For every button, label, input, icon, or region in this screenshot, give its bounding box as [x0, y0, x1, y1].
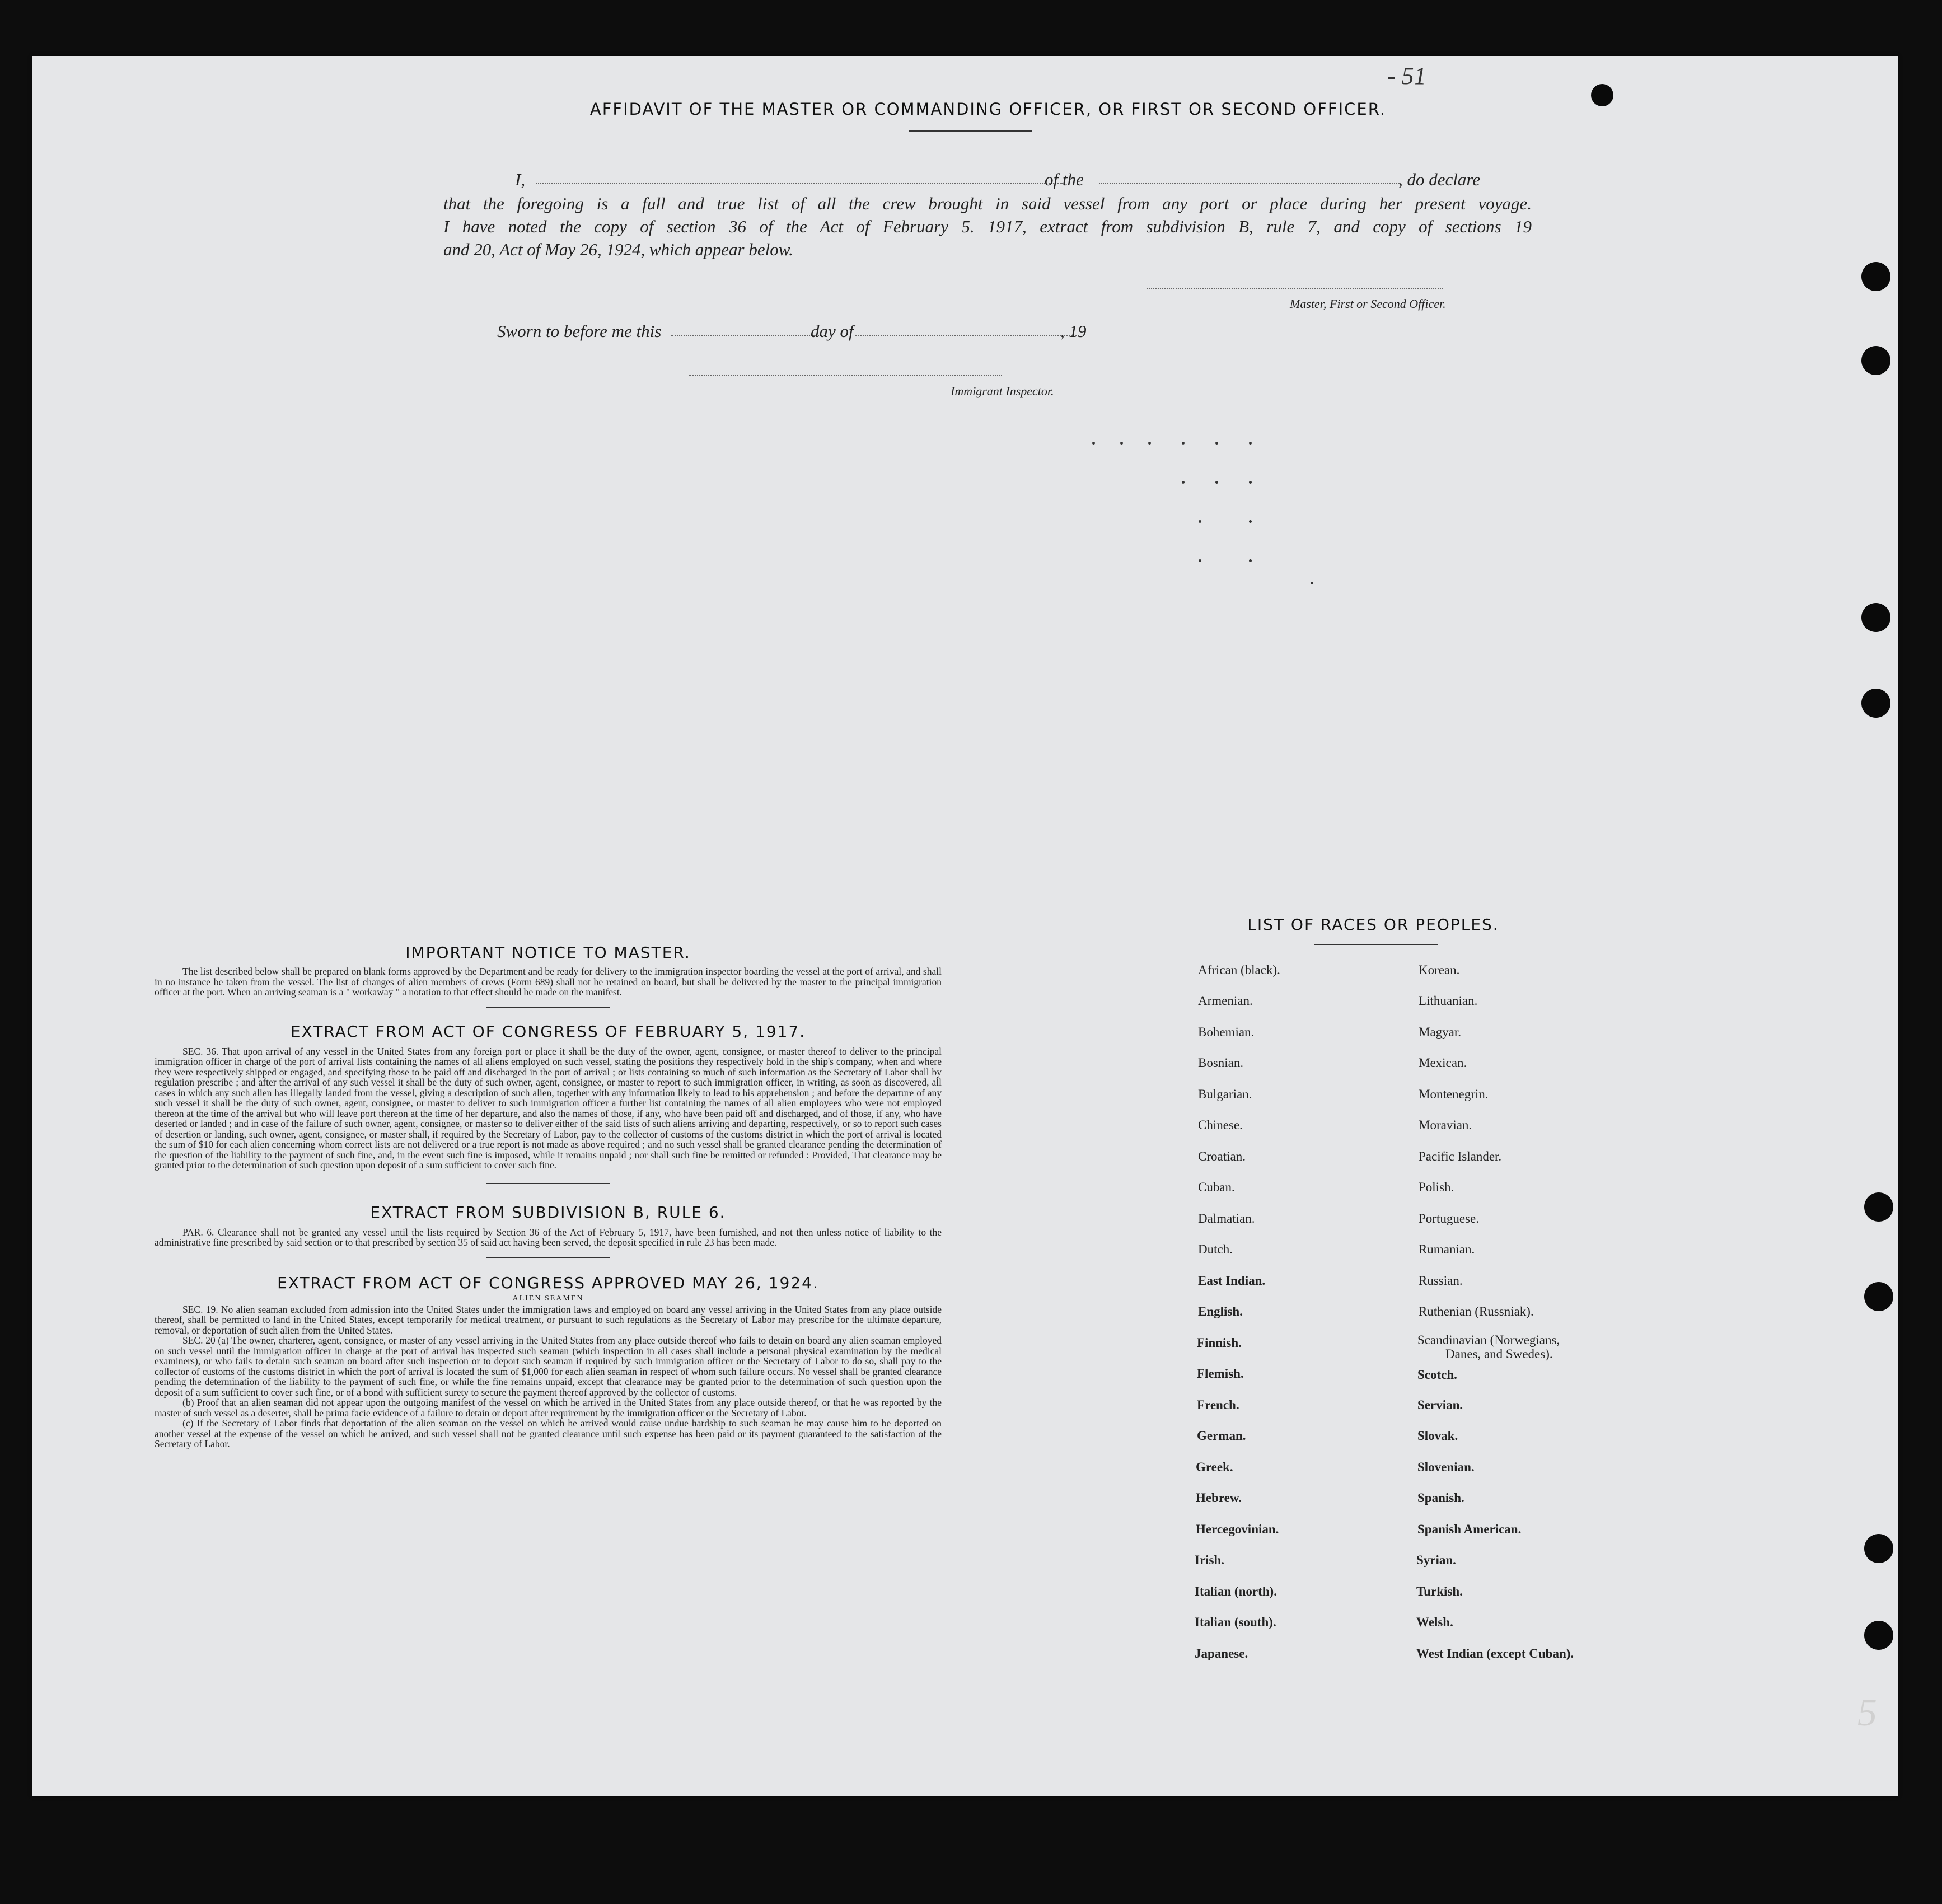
divider [486, 1007, 610, 1008]
speck [1182, 481, 1185, 484]
race-item: Ruthenian (Russniak). [1419, 1304, 1534, 1318]
speck [1249, 559, 1252, 562]
legal-column [155, 943, 942, 1449]
affidavit-of-the-label: of the [1045, 170, 1084, 189]
vessel-blank [1099, 183, 1401, 184]
speck [1249, 481, 1252, 484]
binder-hole [1864, 1534, 1893, 1563]
affidavit-line-2: that the foregoing is a full and true list of all the crew brought in said vessel from any port or place during her present voyage. [443, 194, 1532, 213]
inspector-signature-line [689, 375, 1002, 376]
race-item: Magyar. [1419, 1025, 1462, 1039]
race-item: Syrian. [1416, 1553, 1456, 1567]
race-item: Croatian. [1198, 1149, 1246, 1163]
sworn-label: Sworn to before me this [497, 321, 662, 341]
race-item: Irish. [1195, 1553, 1225, 1567]
speck [1199, 520, 1201, 523]
binder-hole [1864, 1282, 1893, 1311]
speck [1182, 442, 1185, 445]
document-page [32, 56, 1898, 1796]
race-item: Spanish American. [1417, 1522, 1522, 1536]
notice-title: IMPORTANT NOTICE TO MASTER. [405, 943, 691, 962]
speck [1249, 442, 1252, 445]
speck [1148, 442, 1151, 445]
speck [1311, 582, 1313, 584]
subdivision-b-text [155, 1227, 942, 1248]
affidavit-declare-label: , do declare [1398, 170, 1481, 189]
master-signature-label: Master, First or Second Officer. [1290, 297, 1446, 311]
race-item: Servian. [1417, 1398, 1463, 1412]
race-item: Bulgarian. [1198, 1087, 1252, 1101]
extract-1924-paragraph: (c) If the Secretary of Labor finds that deportation of the alien seaman on the vessel on which he arrived would cause undue hardship to such seaman he may cause him to be deported on another vessel at the expense of the vessel on which he arrived, and such vessel shall not be granted clearance until such expense has been paid or its payment guaranteed to the satisfaction of the Secretary of Labor. [155, 1418, 942, 1449]
race-item: German. [1197, 1429, 1246, 1443]
races-title: LIST OF RACES OR PEOPLES. [1247, 915, 1499, 934]
race-item: Korean. [1419, 963, 1460, 977]
race-item: Danes, and Swedes). [1445, 1347, 1553, 1361]
race-item: Portuguese. [1419, 1211, 1479, 1225]
race-item: Rumanian. [1419, 1242, 1475, 1256]
notice-text [155, 966, 942, 998]
race-item: Mexican. [1419, 1056, 1467, 1070]
race-item: Bohemian. [1198, 1025, 1255, 1039]
race-item: Scotch. [1417, 1368, 1457, 1382]
race-item: Hebrew. [1196, 1491, 1242, 1505]
race-item: Turkish. [1416, 1584, 1463, 1598]
race-item: African (black). [1198, 963, 1280, 977]
extract-1924-title: EXTRACT FROM ACT OF CONGRESS APPROVED MAY 26, 1924. [277, 1273, 819, 1292]
divider [486, 1257, 610, 1258]
race-item: French. [1197, 1398, 1239, 1412]
extract-1917-title: EXTRACT FROM ACT OF CONGRESS OF FEBRUARY 5, 1917. [290, 1022, 806, 1041]
binder-hole [1864, 1192, 1893, 1222]
race-item: Finnish. [1197, 1336, 1242, 1350]
speck [1215, 481, 1218, 484]
race-item: Russian. [1419, 1274, 1463, 1288]
subdivision-b-paragraph: PAR. 6. Clearance shall not be granted any vessel until the lists required by Section 36 of the Act of February 5, 1917, have been furnished, and not then unless notice of liability to the administrative fine prescribed by said section or to that prescribed by section 35 of said act having been served, the deposit specified in rule 23 has been made. [155, 1226, 942, 1248]
speck [1092, 442, 1095, 445]
notice-paragraph: The list described below shall be prepared on blank forms approved by the Department and be ready for delivery to the immigration inspector boarding the vessel at the port of arrival, and shall in no instance be taken from the vessel. The list of changes of alien members of crews (Form 689) shall not be retained on board, but shall be delivered by the master to the principal immigration officer at the port. When an arriving seaman is a " workaway " a notation to that effect should be made on the manifest. [155, 966, 942, 998]
extract-1924-text [155, 1304, 942, 1449]
race-item: Pacific Islander. [1419, 1149, 1502, 1163]
top-scrawl: - 51 [1387, 62, 1426, 90]
race-item: West Indian (except Cuban). [1416, 1646, 1574, 1660]
race-item: Greek. [1196, 1460, 1233, 1474]
race-item: Italian (north). [1195, 1584, 1277, 1598]
race-item: Flemish. [1197, 1367, 1244, 1381]
binder-hole [1864, 1621, 1893, 1650]
month-blank [855, 335, 1077, 336]
affidavit-i-label: I, [515, 170, 526, 189]
speck [1215, 442, 1218, 445]
affidavit-line-4: and 20, Act of May 26, 1924, which appear below. [443, 240, 793, 259]
year-label: , 19 [1060, 321, 1087, 341]
divider [486, 1183, 610, 1184]
extract-1917-text [155, 1046, 942, 1171]
binder-hole [1861, 262, 1890, 291]
race-item: Italian (south). [1195, 1615, 1276, 1629]
extract-1917-paragraph: SEC. 36. That upon arrival of any vessel in the United States from any foreign port or place it shall be the duty of the owner, agent, consignee, or master thereof to deliver to the principal immigration officer in charge of the port of arrival lists containing the names of all aliens employed on such vessel, stating the positions they respectively hold in the ship's company, when and where they were respectively shipped or engaged, and specifying those to be paid off and discharged in the port of arrival ; or lists containing so much of such information as the Secretary of Labor shall by regulation prescribe ; and after the arrival of any such vessel it shall be the duty of such owner, agent, consignee, or master to report to such immigration officer, in writing, as soon as discovered, all cases in which any such alien has illegally landed from the vessel, giving a description of such alien, together with any information likely to lead to his apprehension ; and before the departure of any such vessel it shall be the duty of such owner, agent, consignee, or master to deliver to such immigration officer a further list containing the names of all alien employees who were not employed thereon at the time of the arrival but who will leave port thereon at the time of her departure, and also the names of those, if any, who have been paid off and discharged, and of those, if any, who have deserted or landed ; and in case of the failure of such owner, agent, consignee, or master so to deliver either of the said lists of such aliens arriving and departing, respectively, or so to report such cases of desertion or landing, such owner, agent, consignee, or master shall, if required by the Secretary of Labor, pay to the collector of customs of the customs district in which the port of arrival is located the sum of $10 for each alien concerning whom correct lists are not delivered or a true report is not made as above required ; and no such vessel shall be granted clearance pending the determination of the question of the liability to the payment of such fine, and, in the event such fine is imposed, while it remains unpaid ; nor shall such fine be remitted or refunded : Provided, That clearance may be granted prior to the determination of such question upon deposit of a sum sufficient to cover such fine. [155, 1045, 942, 1171]
binder-hole [1861, 603, 1890, 632]
extract-1924-paragraph: SEC. 19. No alien seaman excluded from admission into the United States under the immigration laws and employed on board any vessel arriving in the United States from any place outside thereof, shall be permitted to land in the United States, except temporarily for medical treatment, or pursuant to such regulations as the Secretary of Labor may prescribe for the ultimate departure, removal, or deportation of such alien from the United States. [155, 1303, 942, 1336]
master-signature-line [1147, 288, 1443, 289]
affidavit-title: AFFIDAVIT OF THE MASTER OR COMMANDING OFFICER, OR FIRST OR SECOND OFFICER. [589, 100, 1387, 119]
race-item: Armenian. [1198, 994, 1253, 1008]
race-item: Chinese. [1198, 1118, 1243, 1132]
speck [1199, 559, 1201, 562]
race-item: Bosnian. [1198, 1056, 1244, 1070]
margin-mark: 5 [1857, 1691, 1877, 1734]
race-item: Dalmatian. [1198, 1211, 1255, 1225]
name-blank [536, 183, 1063, 184]
day-blank [671, 335, 819, 336]
divider [1314, 944, 1438, 945]
race-item: East Indian. [1198, 1274, 1266, 1288]
extract-1924-paragraph: SEC. 20 (a) The owner, charterer, agent, consignee, or master of any vessel arriving in the United States from any place outside thereof who fails to detain on board any alien seaman employed on such vessel until the immigration officer in charge at the port of arrival has inspected such seaman (which inspection in all cases shall include a personal physical examination by the medical examiners), or who fails to detain such seaman on board after such inspection or to deport such seaman if required by such immigration officer or the Secretary of Labor to do so, shall pay to the collector of customs of the customs district in which the port of arrival is located the sum of $1,000 for each alien seaman in respect of whom such failure occurs. No vessel shall be granted clearance pending the determination of the liability to the payment of such fine, or while the fine remains unpaid, except that clearance may be granted prior to the determination of such question upon the deposit of a sum sufficient to cover such fine, or of a bond with sufficient surety to secure the payment thereof approved by the collector of customs. [155, 1335, 942, 1398]
race-item: Polish. [1419, 1180, 1454, 1194]
binder-hole [1861, 346, 1890, 375]
binder-hole [1861, 689, 1890, 718]
race-item: Hercegovinian. [1196, 1522, 1279, 1536]
race-item: Cuban. [1198, 1180, 1235, 1194]
speck [1249, 520, 1252, 523]
race-item: English. [1198, 1304, 1243, 1318]
race-item: Slovak. [1417, 1429, 1458, 1443]
race-item: Scandinavian (Norwegians, [1417, 1333, 1560, 1347]
inspector-label: Immigrant Inspector. [951, 384, 1054, 398]
race-item: Slovenian. [1417, 1460, 1475, 1474]
race-item: Dutch. [1198, 1242, 1233, 1256]
divider [909, 130, 1032, 132]
race-item: Lithuanian. [1419, 994, 1478, 1008]
extract-1924-paragraph: (b) Proof that an alien seaman did not appear upon the outgoing manifest of the vessel on which he arrived in the United States from any place outside thereof, or that he was reported by the master of such vessel as a deserter, shall be prima facie evidence of a failure to detain or deport after requirement by the immigration officer or the Secretary of Labor. [155, 1397, 942, 1419]
race-item: Welsh. [1416, 1615, 1453, 1629]
race-item: Spanish. [1417, 1491, 1464, 1505]
race-item: Japanese. [1195, 1646, 1248, 1660]
subdivision-b-title: EXTRACT FROM SUBDIVISION B, RULE 6. [370, 1203, 726, 1222]
extract-1924-subtitle: ALIEN SEAMEN [512, 1294, 584, 1303]
speck [1120, 442, 1123, 445]
race-item: Montenegrin. [1419, 1087, 1489, 1101]
affidavit-line-3: I have noted the copy of section 36 of the Act of February 5. 1917, extract from subdivision B, rule 7, and copy of sections 19 [443, 217, 1532, 236]
day-of-label: day of [811, 321, 854, 341]
binder-hole [1591, 84, 1613, 106]
race-item: Moravian. [1419, 1118, 1472, 1132]
